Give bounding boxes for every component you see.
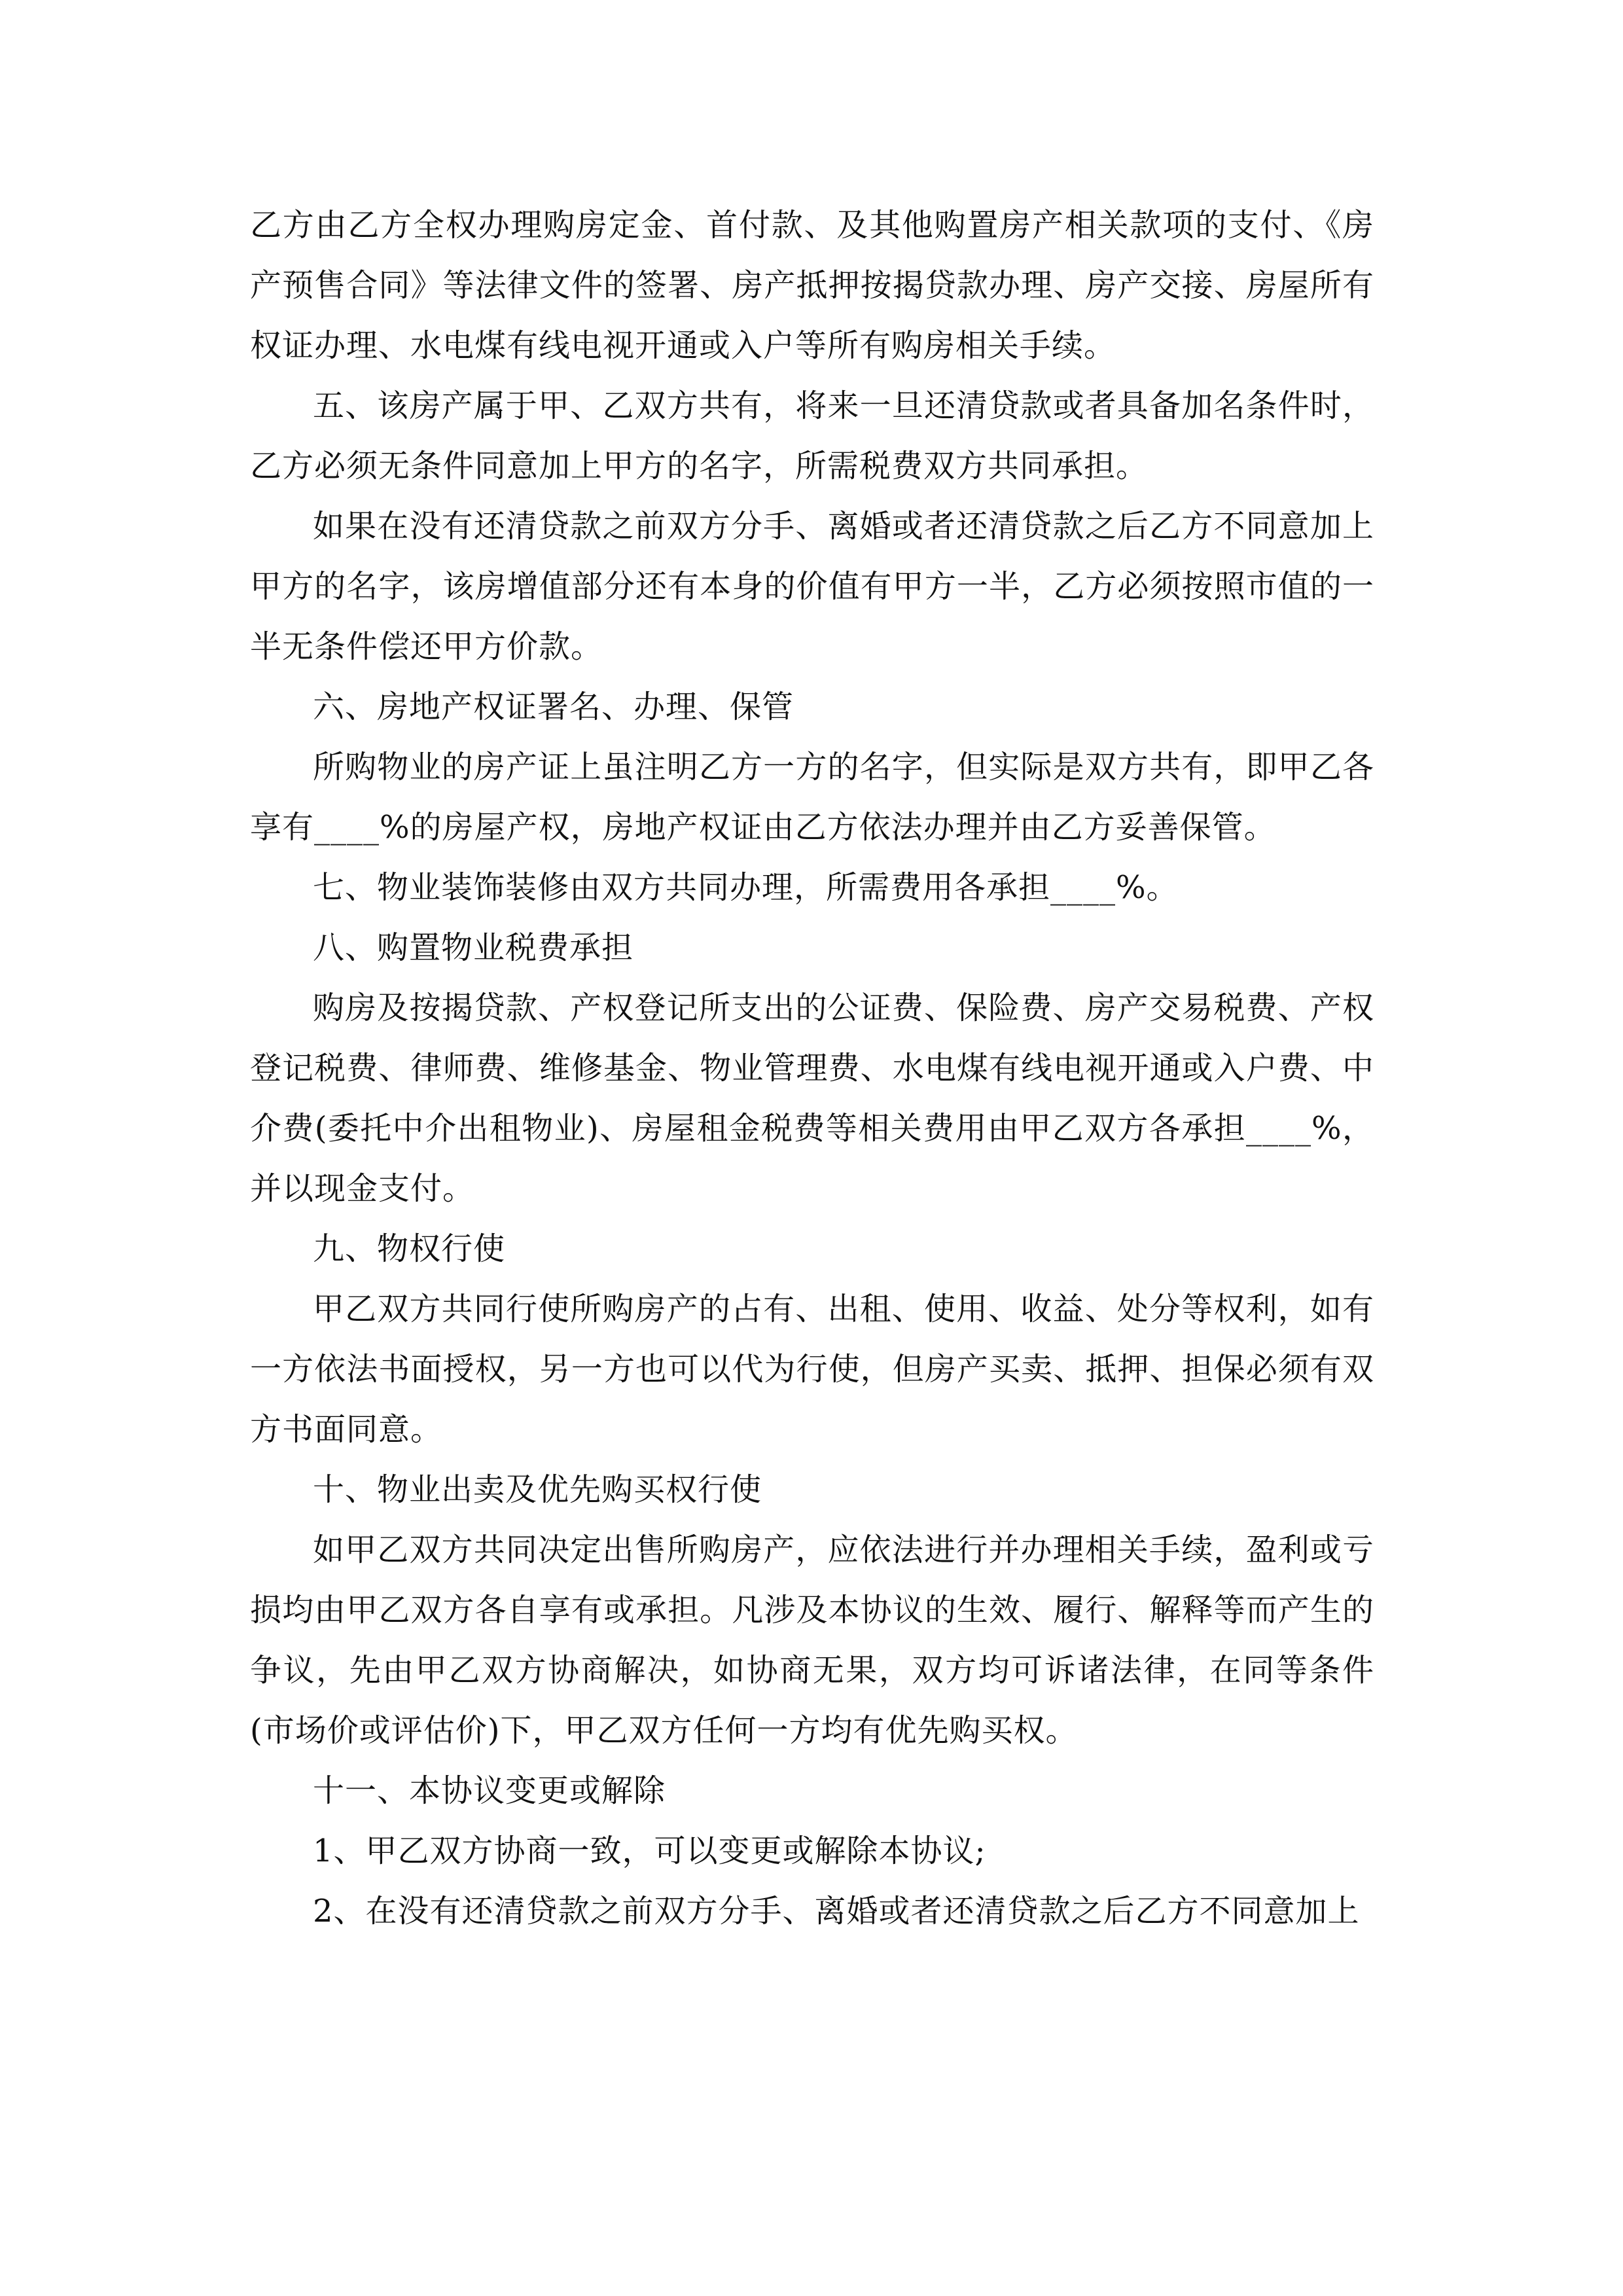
clause-6-heading: 六、房地产权证署名、办理、保管 — [313, 689, 794, 725]
clause-10-body: 如甲乙双方共同决定出售所购房产，应依法进行并办理相关手续，盈利或亏损均由甲乙双方各自享有或承担。凡涉及本协议的生效、履行、解释等而产生的争议，先由甲乙双方协商解决，如协商无果，双方均可诉诸法律，在同等条件(市场价或评估价)下，甲乙双方任何一方均有优先购买权。 — [250, 1532, 1374, 1749]
paragraph-continuation: 乙方由乙方全权办理购房定金、首付款、及其他购置房产相关款项的支付、《房产预售合同》等法律文件的签署、房产抵押按揭贷款办理、房产交接、房屋所有权证办理、水电煤有线电视开通或入户等所有购房相关手续。 — [250, 207, 1374, 364]
document-body — [250, 195, 1374, 1941]
clause-7: 七、物业装饰装修由双方共同办理，所需费用各承担____%。 — [313, 869, 1179, 906]
clause-8-body: 购房及按揭贷款、产权登记所支出的公证费、保险费、房产交易税费、产权登记税费、律师费、维修基金、物业管理费、水电煤有线电视开通或入户费、中介费(委托中介出租物业)、房屋租金税费等相关费用由甲乙双方各承担____%，并以现金支付。 — [250, 990, 1374, 1207]
clause-5-detail: 如果在没有还清贷款之前双方分手、离婚或者还清贷款之后乙方不同意加上甲方的名字，该房增值部分还有本身的价值有甲方一半，乙方必须按照市值的一半无条件偿还甲方价款。 — [250, 508, 1374, 665]
clause-9-heading: 九、物权行使 — [313, 1230, 506, 1267]
clause-10-heading: 十、物业出卖及优先购买权行使 — [313, 1471, 762, 1508]
clause-8-heading: 八、购置物业税费承担 — [313, 929, 634, 966]
clause-11-heading: 十一、本协议变更或解除 — [313, 1772, 666, 1809]
clause-9-body: 甲乙双方共同行使所购房产的占有、出租、使用、收益、处分等权利，如有一方依法书面授权，另一方也可以代为行使，但房产买卖、抵押、担保必须有双方书面同意。 — [250, 1291, 1374, 1448]
clause-11-item-1: 1、甲乙双方协商一致，可以变更或解除本协议; — [313, 1833, 986, 1869]
clause-5: 五、该房产属于甲、乙双方共有，将来一旦还清贷款或者具备加名条件时，乙方必须无条件同意加上甲方的名字，所需税费双方共同承担。 — [250, 387, 1374, 484]
clause-6-body: 所购物业的房产证上虽注明乙方一方的名字，但实际是双方共有，即甲乙各享有____%的房屋产权，房地产权证由乙方依法办理并由乙方妥善保管。 — [250, 749, 1374, 846]
clause-11-item-2: 2、在没有还清贷款之前双方分手、离婚或者还清贷款之后乙方不同意加上 — [313, 1893, 1360, 1929]
